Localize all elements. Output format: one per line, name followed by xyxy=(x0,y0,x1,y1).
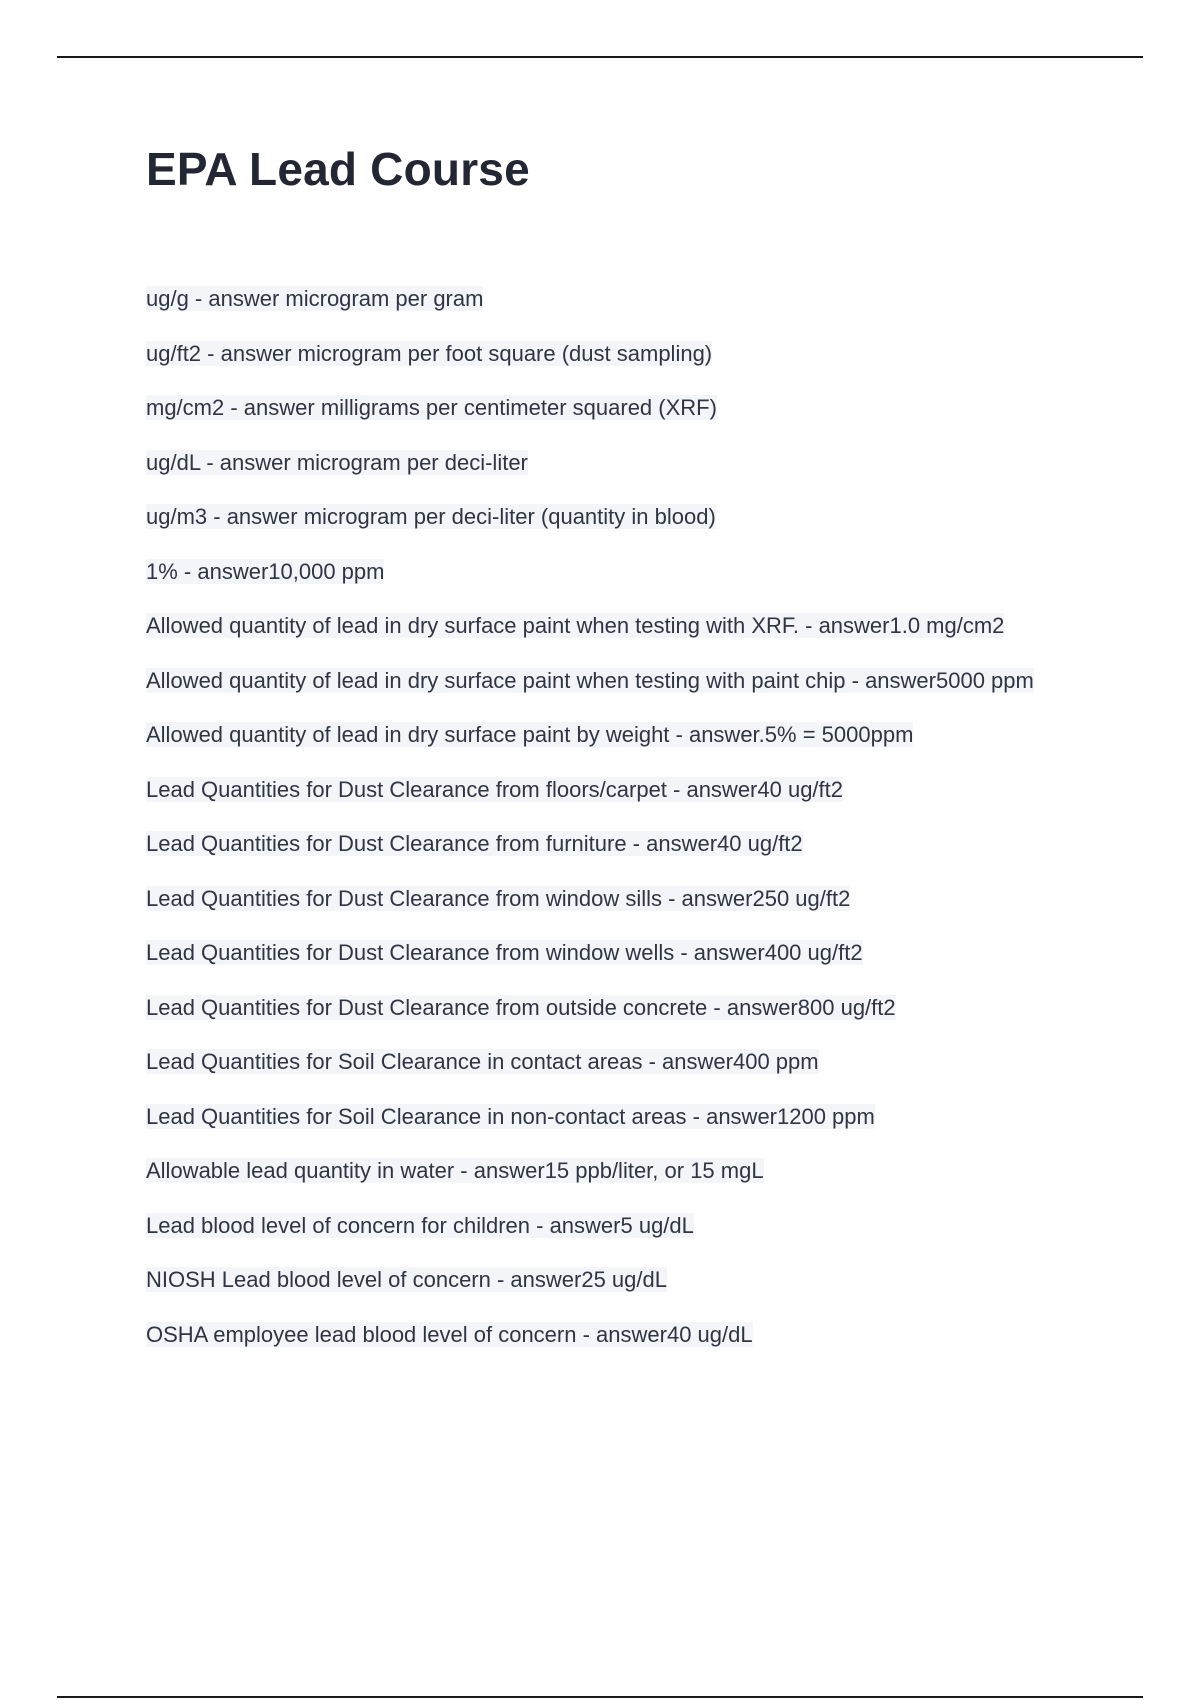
qa-text: ug/ft2 - answer microgram per foot square (dust sampling) xyxy=(146,340,713,366)
qa-item xyxy=(146,1321,1076,1349)
qa-text: ug/dL - answer microgram per deci-liter xyxy=(146,449,528,475)
qa-item xyxy=(146,939,1076,967)
qa-text: ug/m3 - answer microgram per deci-liter (quantity in blood) xyxy=(146,504,716,529)
qa-text: Lead Quantities for Dust Clearance from window wells - answer400 ug/ft2 xyxy=(146,940,863,965)
qa-text: Allowed quantity of lead in dry surface paint when testing with XRF. - answer1.0 mg/cm2 xyxy=(146,613,1005,638)
qa-text: Lead Quantities for Dust Clearance from window sills - answer250 ug/ft2 xyxy=(146,885,851,911)
qa-item xyxy=(146,1103,1076,1131)
qa-list xyxy=(146,285,1076,1375)
qa-item xyxy=(146,1157,1076,1185)
qa-text: Allowed quantity of lead in dry surface paint by weight - answer.5% = 5000ppm xyxy=(146,722,914,747)
qa-item xyxy=(146,285,1076,313)
qa-item xyxy=(146,503,1076,531)
qa-text: Lead Quantities for Soil Clearance in contact areas - answer400 ppm xyxy=(146,1049,819,1074)
qa-item xyxy=(146,449,1076,477)
document-title: EPA Lead Course xyxy=(146,143,530,195)
qa-text: mg/cm2 - answer milligrams per centimeter squared (XRF) xyxy=(146,395,717,420)
qa-item xyxy=(146,721,1076,749)
qa-item xyxy=(146,1266,1076,1294)
qa-item xyxy=(146,394,1076,422)
qa-item xyxy=(146,1212,1076,1240)
qa-item xyxy=(146,830,1076,858)
qa-item xyxy=(146,885,1076,913)
qa-text: OSHA employee lead blood level of concern - answer40 ug/dL xyxy=(146,1321,753,1347)
qa-text: Lead Quantities for Soil Clearance in non-contact areas - answer1200 ppm xyxy=(146,1103,875,1129)
qa-item xyxy=(146,558,1076,586)
qa-text: Allowable lead quantity in water - answer15 ppb/liter, or 15 mgL xyxy=(146,1158,764,1183)
qa-item xyxy=(146,776,1076,804)
qa-item xyxy=(146,612,1076,640)
qa-text: Lead Quantities for Dust Clearance from furniture - answer40 ug/ft2 xyxy=(146,831,803,856)
qa-text: Lead Quantities for Dust Clearance from floors/carpet - answer40 ug/ft2 xyxy=(146,776,844,802)
qa-text: 1% - answer10,000 ppm xyxy=(146,558,385,584)
top-divider xyxy=(57,56,1143,58)
qa-text: Allowed quantity of lead in dry surface paint when testing with paint chip - answer5000 ppm xyxy=(146,667,1034,693)
qa-item xyxy=(146,1048,1076,1076)
qa-item xyxy=(146,340,1076,368)
qa-text: Lead blood level of concern for children - answer5 ug/dL xyxy=(146,1212,694,1238)
bottom-divider xyxy=(57,1696,1143,1698)
qa-text: NIOSH Lead blood level of concern - answer25 ug/dL xyxy=(146,1267,667,1292)
qa-text: ug/g - answer microgram per gram xyxy=(146,286,484,311)
qa-item xyxy=(146,994,1076,1022)
qa-text: Lead Quantities for Dust Clearance from outside concrete - answer800 ug/ft2 xyxy=(146,994,896,1020)
qa-item xyxy=(146,667,1076,695)
